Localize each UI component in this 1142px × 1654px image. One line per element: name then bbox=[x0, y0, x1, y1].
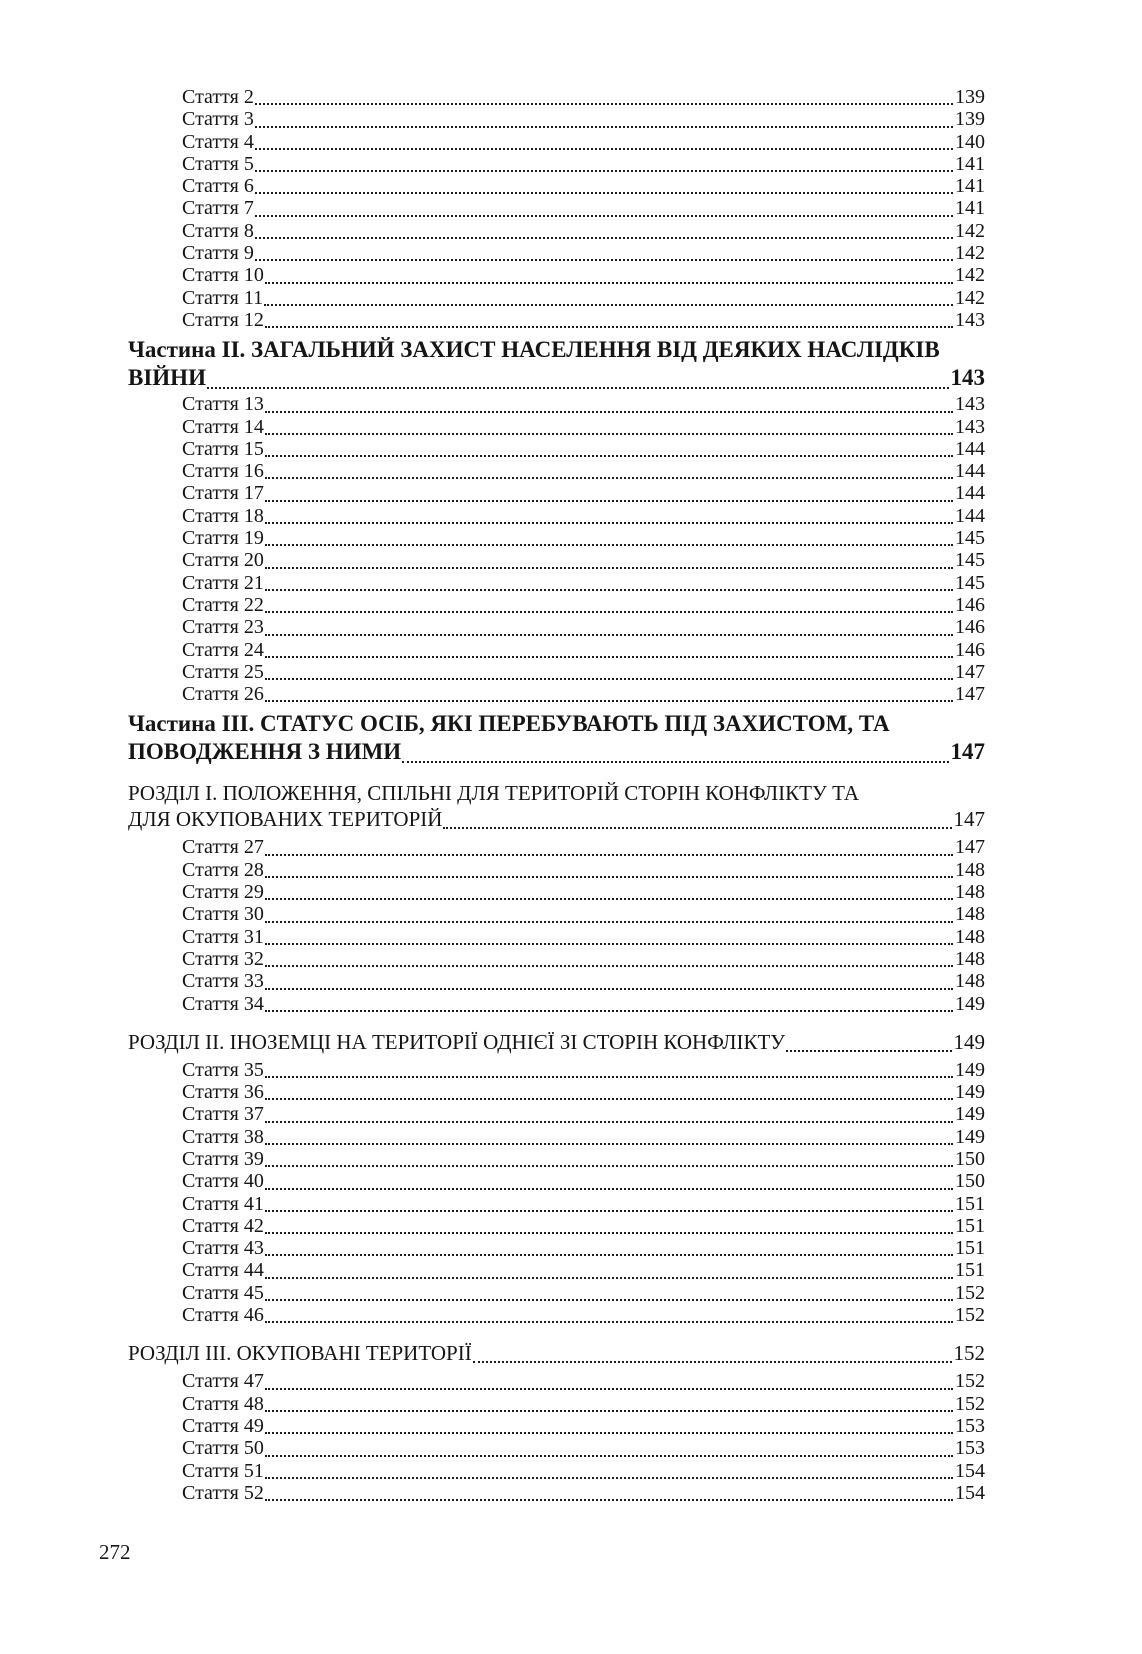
toc-entry-row bbox=[182, 1415, 985, 1437]
toc-entry bbox=[128, 336, 985, 392]
toc-entry-label: РОЗДІЛ III. ОКУПОВАНІ ТЕРИТОРІЇ bbox=[128, 1341, 472, 1366]
toc-entry-row bbox=[182, 616, 985, 638]
toc-entry-row bbox=[182, 393, 985, 415]
toc-entry-label: Стаття 3 bbox=[182, 108, 254, 131]
toc-entry bbox=[128, 175, 985, 197]
toc-entry-label: ДЛЯ ОКУПОВАНИХ ТЕРИТОРІЙ bbox=[128, 807, 443, 832]
toc-entry bbox=[128, 881, 985, 903]
toc-entry-label: Стаття 50 bbox=[182, 1437, 264, 1460]
toc-entry-label: Стаття 49 bbox=[182, 1414, 264, 1437]
dot-leader bbox=[265, 1299, 953, 1301]
toc-entry-label: Стаття 26 bbox=[182, 683, 264, 706]
toc-entry-row bbox=[182, 903, 985, 925]
toc-entry-row bbox=[182, 131, 985, 153]
toc-entry-label: Стаття 46 bbox=[182, 1304, 264, 1327]
toc-entry bbox=[128, 1170, 985, 1192]
toc-entry-row bbox=[128, 336, 985, 364]
dot-leader bbox=[265, 921, 953, 923]
toc-entry-label: Стаття 4 bbox=[182, 130, 254, 153]
toc-entry-row bbox=[182, 881, 985, 903]
toc-entry-page: 140 bbox=[955, 130, 985, 153]
toc-entry-label: РОЗДІЛ II. ІНОЗЕМЦІ НА ТЕРИТОРІЇ ОДНІЄЇ ЗІ СТОРІН КОНФЛІКТУ bbox=[128, 1029, 786, 1054]
toc-entry-row bbox=[182, 1193, 985, 1215]
toc-entry-page: 144 bbox=[955, 460, 985, 483]
toc-entry-label: Стаття 51 bbox=[182, 1459, 264, 1482]
toc-entry bbox=[128, 1460, 985, 1482]
toc-entry-row bbox=[182, 594, 985, 616]
dot-leader bbox=[402, 761, 948, 763]
toc-entry-row bbox=[182, 926, 985, 948]
dot-leader bbox=[255, 103, 953, 105]
dot-leader bbox=[265, 854, 953, 856]
toc-entry-page: 149 bbox=[955, 992, 985, 1015]
dot-leader bbox=[443, 827, 951, 829]
toc-entry-row bbox=[128, 738, 985, 766]
toc-entry-row bbox=[182, 572, 985, 594]
toc-entry-row bbox=[128, 780, 985, 806]
toc-entry bbox=[128, 505, 985, 527]
dot-leader bbox=[473, 1361, 952, 1363]
toc-entry-label: ВІЙНИ bbox=[128, 365, 206, 391]
toc-entry-page: 148 bbox=[955, 947, 985, 970]
toc-entry bbox=[128, 1340, 985, 1366]
toc-entry-row bbox=[182, 153, 985, 175]
toc-entry-page: 144 bbox=[955, 482, 985, 505]
toc-entry-label: Стаття 38 bbox=[182, 1125, 264, 1148]
toc-entry bbox=[128, 460, 985, 482]
dot-leader bbox=[265, 611, 953, 613]
toc-entry-label: Стаття 44 bbox=[182, 1259, 264, 1282]
toc-entry-row bbox=[182, 993, 985, 1015]
toc-entry-row bbox=[182, 970, 985, 992]
toc-entry bbox=[128, 482, 985, 504]
toc-entry bbox=[128, 1393, 985, 1415]
toc-entry-label: ПОВОДЖЕННЯ З НИМИ bbox=[128, 739, 402, 765]
toc-entry-row bbox=[182, 1393, 985, 1415]
toc-entry bbox=[128, 1081, 985, 1103]
dot-leader bbox=[265, 500, 953, 502]
toc-entry bbox=[128, 970, 985, 992]
toc-entry-label: Стаття 8 bbox=[182, 219, 254, 242]
toc-entry-label: Стаття 41 bbox=[182, 1192, 264, 1215]
dot-leader bbox=[265, 634, 953, 636]
toc-entry-row bbox=[182, 1103, 985, 1125]
toc-entry-row bbox=[182, 242, 985, 264]
dot-leader bbox=[265, 965, 953, 967]
dot-leader bbox=[255, 170, 953, 172]
toc-entry-label: Стаття 24 bbox=[182, 638, 264, 661]
dot-leader bbox=[265, 876, 953, 878]
toc-entry-label: Стаття 6 bbox=[182, 175, 254, 198]
toc-entry-label: Стаття 20 bbox=[182, 549, 264, 572]
toc-entry-page: 147 bbox=[955, 660, 985, 683]
toc-entry-label: Стаття 25 bbox=[182, 660, 264, 683]
toc-entry bbox=[128, 1370, 985, 1392]
toc-entry-label: Стаття 39 bbox=[182, 1147, 264, 1170]
toc-entry bbox=[128, 264, 985, 286]
toc-entry-row bbox=[182, 86, 985, 108]
toc-entry-row bbox=[182, 1148, 985, 1170]
toc-entry-page: 152 bbox=[955, 1304, 985, 1327]
toc-entry-row bbox=[182, 1370, 985, 1392]
toc-entry-page: 153 bbox=[955, 1414, 985, 1437]
dot-leader bbox=[265, 589, 953, 591]
toc-entry-row bbox=[182, 1081, 985, 1103]
toc-entry-page: 142 bbox=[955, 264, 985, 287]
toc-entry-label: Стаття 43 bbox=[182, 1237, 264, 1260]
toc-entry-label: Стаття 29 bbox=[182, 881, 264, 904]
dot-leader bbox=[265, 477, 953, 479]
dot-leader bbox=[265, 943, 953, 945]
toc-entry bbox=[128, 1237, 985, 1259]
toc-entry bbox=[128, 197, 985, 219]
toc-entry-page: 147 bbox=[955, 683, 985, 706]
toc-entry bbox=[128, 1282, 985, 1304]
toc-entry-row bbox=[182, 639, 985, 661]
toc-entry-page: 153 bbox=[955, 1437, 985, 1460]
dot-leader bbox=[255, 259, 953, 261]
toc-entry-page: 141 bbox=[955, 175, 985, 198]
toc-entry-page: 139 bbox=[955, 108, 985, 131]
toc-entry bbox=[128, 993, 985, 1015]
dot-leader bbox=[265, 1165, 953, 1167]
toc-entry bbox=[128, 1259, 985, 1281]
toc-entry-label: Стаття 10 bbox=[182, 264, 264, 287]
toc-entry-label: Частина III. СТАТУС ОСІБ, ЯКІ ПЕРЕБУВАЮТЬ ПІД ЗАХИСТОМ, ТА bbox=[128, 711, 890, 737]
toc-entry-page: 149 bbox=[955, 1125, 985, 1148]
dot-leader bbox=[265, 1455, 953, 1457]
toc-entry-page: 148 bbox=[955, 858, 985, 881]
toc-entry-row bbox=[182, 438, 985, 460]
toc-entry bbox=[128, 572, 985, 594]
toc-entry bbox=[128, 242, 985, 264]
toc-entry-row bbox=[128, 364, 985, 392]
toc-entry-page: 151 bbox=[955, 1192, 985, 1215]
toc-entry bbox=[128, 1103, 985, 1125]
toc-entry-row bbox=[182, 175, 985, 197]
toc-entry-label: Стаття 13 bbox=[182, 393, 264, 416]
toc-entry-label: Стаття 12 bbox=[182, 308, 264, 331]
toc-entry-row bbox=[182, 683, 985, 705]
toc-entry-label: Частина II. ЗАГАЛЬНИЙ ЗАХИСТ НАСЕЛЕННЯ ВІД ДЕЯКИХ НАСЛІДКІВ bbox=[128, 337, 940, 363]
toc-entry-page: 143 bbox=[955, 393, 985, 416]
dot-leader bbox=[255, 192, 953, 194]
toc-entry-page: 151 bbox=[955, 1259, 985, 1282]
toc-entry-row bbox=[182, 549, 985, 571]
dot-leader bbox=[207, 387, 949, 389]
toc-entry-row bbox=[182, 1170, 985, 1192]
toc-entry-page: 146 bbox=[955, 638, 985, 661]
toc-entry-label: Стаття 2 bbox=[182, 86, 254, 108]
toc-entry bbox=[128, 1029, 985, 1055]
dot-leader bbox=[265, 1143, 953, 1145]
toc-entry-page: 154 bbox=[955, 1459, 985, 1482]
toc-entry-label: Стаття 22 bbox=[182, 593, 264, 616]
toc-entry bbox=[128, 549, 985, 571]
toc-entry-page: 141 bbox=[955, 152, 985, 175]
toc-entry-page: 147 bbox=[950, 739, 985, 765]
toc-entry-page: 149 bbox=[955, 1058, 985, 1081]
toc-entry-label: Стаття 37 bbox=[182, 1103, 264, 1126]
toc-entry-row bbox=[128, 1029, 985, 1055]
toc-entry bbox=[128, 859, 985, 881]
toc-entry-row bbox=[182, 1126, 985, 1148]
toc-entry-page: 139 bbox=[955, 86, 985, 108]
dot-leader bbox=[264, 304, 953, 306]
dot-leader bbox=[786, 1050, 951, 1052]
toc-entry-label: Стаття 35 bbox=[182, 1058, 264, 1081]
toc-entry-page: 148 bbox=[955, 903, 985, 926]
toc-entry-row bbox=[182, 1259, 985, 1281]
toc-entry-row bbox=[182, 197, 985, 219]
toc-entry-label: Стаття 36 bbox=[182, 1081, 264, 1104]
toc-entry bbox=[128, 1215, 985, 1237]
toc-entry-page: 148 bbox=[955, 881, 985, 904]
dot-leader bbox=[265, 522, 953, 524]
toc-entry-label: Стаття 40 bbox=[182, 1170, 264, 1193]
toc-entry bbox=[128, 527, 985, 549]
toc-entry bbox=[128, 1415, 985, 1437]
toc-entry bbox=[128, 438, 985, 460]
toc-entry-row bbox=[182, 416, 985, 438]
toc-entry-page: 154 bbox=[955, 1481, 985, 1504]
toc-entry-row bbox=[182, 482, 985, 504]
toc-entry-label: Стаття 9 bbox=[182, 242, 254, 265]
toc-entry-label: Стаття 19 bbox=[182, 527, 264, 550]
toc-entry-row bbox=[128, 710, 985, 738]
toc-entry-page: 148 bbox=[955, 925, 985, 948]
toc-entry-page: 149 bbox=[955, 1081, 985, 1104]
toc-entry-row bbox=[182, 1437, 985, 1459]
toc-entry-label: Стаття 28 bbox=[182, 858, 264, 881]
toc-entry-page: 145 bbox=[955, 549, 985, 572]
dot-leader bbox=[265, 1388, 953, 1390]
toc-entry-label: Стаття 42 bbox=[182, 1214, 264, 1237]
dot-leader bbox=[265, 544, 953, 546]
toc-entry-label: Стаття 52 bbox=[182, 1481, 264, 1504]
toc-entry-label: Стаття 33 bbox=[182, 970, 264, 993]
toc-entry-page: 141 bbox=[955, 197, 985, 220]
dot-leader bbox=[255, 148, 953, 150]
toc-entry-row bbox=[182, 309, 985, 331]
toc-entry-label: РОЗДІЛ I. ПОЛОЖЕННЯ, СПІЛЬНІ ДЛЯ ТЕРИТОРІЙ СТОРІН КОНФЛІКТУ ТА bbox=[128, 781, 860, 806]
dot-leader bbox=[265, 1210, 953, 1212]
toc-entry-page: 152 bbox=[955, 1392, 985, 1415]
toc-entry-page: 147 bbox=[953, 807, 985, 832]
toc-entry-page: 144 bbox=[955, 437, 985, 460]
dot-leader bbox=[265, 326, 953, 328]
dot-leader bbox=[265, 1254, 953, 1256]
dot-leader bbox=[265, 678, 953, 680]
toc-entry-row bbox=[182, 1059, 985, 1081]
toc-entry-page: 151 bbox=[955, 1214, 985, 1237]
toc-entry-page: 152 bbox=[955, 1281, 985, 1304]
toc-entry bbox=[128, 683, 985, 705]
toc-entry-label: Стаття 34 bbox=[182, 992, 264, 1015]
dot-leader bbox=[265, 988, 953, 990]
dot-leader bbox=[265, 1432, 953, 1434]
toc-entry-page: 146 bbox=[955, 593, 985, 616]
toc-entry bbox=[128, 903, 985, 925]
toc-entry-page: 150 bbox=[955, 1147, 985, 1170]
dot-leader bbox=[265, 700, 953, 702]
toc-entry-label: Стаття 15 bbox=[182, 437, 264, 460]
toc-entry-page: 145 bbox=[955, 571, 985, 594]
toc-entry-page: 151 bbox=[955, 1237, 985, 1260]
toc-entry-row bbox=[182, 505, 985, 527]
toc-entry bbox=[128, 616, 985, 638]
toc-entry-label: Стаття 16 bbox=[182, 460, 264, 483]
toc-entry-label: Стаття 18 bbox=[182, 504, 264, 527]
toc-entry-label: Стаття 47 bbox=[182, 1370, 264, 1393]
toc-entry bbox=[128, 1437, 985, 1459]
dot-leader bbox=[265, 1098, 953, 1100]
toc-entry-row bbox=[182, 1237, 985, 1259]
toc-entry-row bbox=[128, 1340, 985, 1366]
toc-entry-label: Стаття 11 bbox=[182, 286, 264, 309]
toc-entry-label: Стаття 5 bbox=[182, 152, 254, 175]
toc-entry bbox=[128, 594, 985, 616]
dot-leader bbox=[255, 237, 953, 239]
dot-leader bbox=[265, 1121, 953, 1123]
toc-entry-row bbox=[128, 806, 985, 832]
toc-entry-page: 143 bbox=[955, 415, 985, 438]
dot-leader bbox=[265, 433, 953, 435]
toc-entry bbox=[128, 1059, 985, 1081]
toc-entry-row bbox=[182, 948, 985, 970]
toc-entry bbox=[128, 153, 985, 175]
toc-entry bbox=[128, 131, 985, 153]
toc-entry-row bbox=[182, 264, 985, 286]
toc-entry-row bbox=[182, 1282, 985, 1304]
dot-leader bbox=[265, 1499, 953, 1501]
dot-leader bbox=[265, 656, 953, 658]
toc-entry bbox=[128, 1126, 985, 1148]
dot-leader bbox=[265, 411, 953, 413]
toc-entry bbox=[128, 780, 985, 832]
toc-entry-row bbox=[182, 661, 985, 683]
toc-entry-label: Стаття 14 bbox=[182, 415, 264, 438]
toc-entry-row bbox=[182, 460, 985, 482]
toc-entry-row bbox=[182, 1482, 985, 1504]
dot-leader bbox=[265, 567, 953, 569]
dot-leader bbox=[265, 455, 953, 457]
toc-entry-page: 143 bbox=[955, 308, 985, 331]
toc-entry-row bbox=[182, 220, 985, 242]
dot-leader bbox=[255, 126, 953, 128]
toc-entry bbox=[128, 710, 985, 766]
toc-entry-page: 142 bbox=[955, 242, 985, 265]
toc-entry bbox=[128, 836, 985, 858]
dot-leader bbox=[265, 1321, 953, 1323]
toc-entry-row bbox=[182, 859, 985, 881]
page-number-footer: 272 bbox=[99, 1540, 131, 1564]
toc-entry bbox=[128, 220, 985, 242]
toc-entry bbox=[128, 639, 985, 661]
toc-entry-row bbox=[182, 108, 985, 130]
toc-entry-page: 147 bbox=[955, 836, 985, 859]
toc-entry-row bbox=[182, 1460, 985, 1482]
dot-leader bbox=[265, 1477, 953, 1479]
toc-entry-label: Стаття 31 bbox=[182, 925, 264, 948]
toc-entry bbox=[128, 393, 985, 415]
toc-entry-page: 142 bbox=[955, 219, 985, 242]
table-of-contents bbox=[128, 86, 985, 1504]
toc-entry bbox=[128, 948, 985, 970]
toc-entry-row bbox=[182, 1304, 985, 1326]
toc-entry bbox=[128, 416, 985, 438]
toc-entry bbox=[128, 287, 985, 309]
dot-leader bbox=[265, 1410, 953, 1412]
dot-leader bbox=[255, 215, 953, 217]
toc-entry-page: 146 bbox=[955, 616, 985, 639]
toc-entry-label: Стаття 48 bbox=[182, 1392, 264, 1415]
toc-entry-row bbox=[182, 287, 985, 309]
toc-entry bbox=[128, 86, 985, 108]
toc-entry bbox=[128, 661, 985, 683]
dot-leader bbox=[265, 1076, 953, 1078]
toc-entry-row bbox=[182, 527, 985, 549]
toc-entry-page: 148 bbox=[955, 970, 985, 993]
toc-entry-page: 144 bbox=[955, 504, 985, 527]
toc-entry bbox=[128, 1148, 985, 1170]
toc-entry-label: Стаття 45 bbox=[182, 1281, 264, 1304]
toc-entry-label: Стаття 7 bbox=[182, 197, 254, 220]
toc-entry-page: 143 bbox=[950, 365, 985, 391]
toc-entry bbox=[128, 926, 985, 948]
toc-entry-label: Стаття 32 bbox=[182, 947, 264, 970]
toc-entry-label: Стаття 21 bbox=[182, 571, 264, 594]
toc-entry-row bbox=[182, 1215, 985, 1237]
dot-leader bbox=[265, 282, 953, 284]
toc-entry bbox=[128, 1304, 985, 1326]
toc-entry bbox=[128, 108, 985, 130]
toc-entry bbox=[128, 1482, 985, 1504]
toc-entry-label: Стаття 23 bbox=[182, 616, 264, 639]
toc-entry-label: Стаття 27 bbox=[182, 836, 264, 859]
toc-entry bbox=[128, 1193, 985, 1215]
toc-entry-page: 152 bbox=[955, 1370, 985, 1393]
toc-entry bbox=[128, 309, 985, 331]
dot-leader bbox=[265, 1010, 953, 1012]
dot-leader bbox=[265, 1188, 953, 1190]
toc-entry-page: 149 bbox=[955, 1103, 985, 1126]
toc-entry-row bbox=[182, 836, 985, 858]
dot-leader bbox=[265, 1232, 953, 1234]
toc-entry-page: 152 bbox=[953, 1341, 985, 1366]
toc-entry-label: Стаття 30 bbox=[182, 903, 264, 926]
toc-entry-page: 150 bbox=[955, 1170, 985, 1193]
toc-entry-page: 142 bbox=[955, 286, 985, 309]
dot-leader bbox=[265, 898, 953, 900]
dot-leader bbox=[265, 1277, 953, 1279]
toc-entry-label: Стаття 17 bbox=[182, 482, 264, 505]
toc-entry-page: 149 bbox=[953, 1029, 985, 1054]
toc-entry-page: 145 bbox=[955, 527, 985, 550]
